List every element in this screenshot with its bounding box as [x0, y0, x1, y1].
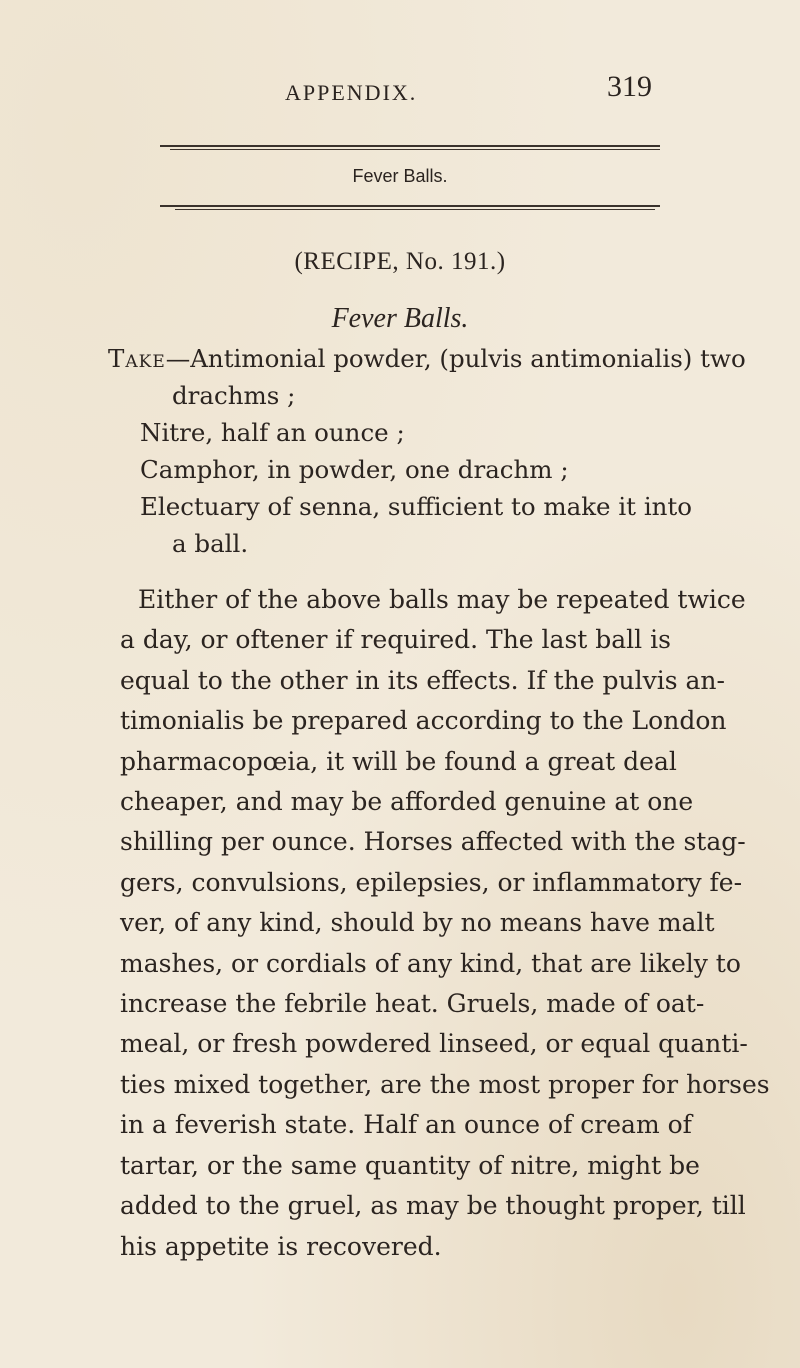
body-line: gers, convulsions, epilepsies, or inflammatory fe-: [120, 867, 743, 897]
ingredient-line: drachms ;: [172, 381, 296, 410]
ingredient-line: Nitre, half an ounce ;: [140, 418, 405, 447]
ingredient-line: a ball.: [172, 529, 249, 558]
body-line: equal to the other in its effects. If the pulvis an-: [120, 665, 725, 695]
header-rule-top: [160, 145, 660, 147]
ingredient-line: [108, 340, 746, 377]
recipe-title: Fever Balls.: [331, 303, 469, 334]
take-word: Take: [108, 344, 166, 373]
body-line: Either of the above balls may be repeated twice: [138, 585, 746, 614]
running-head: APPENDIX.: [285, 80, 418, 105]
body-line: his appetite is recovered.: [120, 1231, 442, 1261]
body-line: cheaper, and may be afforded genuine at one: [120, 787, 694, 817]
body-line: added to the gruel, as may be thought proper, till: [120, 1191, 746, 1221]
body-line: ver, of any kind, should by no means have malt: [120, 908, 715, 938]
body-line: tartar, or the same quantity of nitre, might be: [120, 1150, 700, 1180]
body-line: increase the febrile heat. Gruels, made of oat-: [120, 989, 705, 1019]
body-line: timonialis be prepared according to the London: [120, 706, 727, 736]
body-paragraph: [120, 580, 770, 1267]
body-line: meal, or fresh powdered linseed, or equal quanti-: [120, 1029, 748, 1059]
body-line: shilling per ounce. Horses affected with the stag-: [120, 827, 746, 857]
header-rule-bottom: [160, 205, 660, 207]
ingredient-text: —Antimonial powder, (pulvis antimonialis) two: [165, 344, 746, 373]
section-title: Fever Balls.: [352, 166, 448, 186]
header-rule-top-thin: [170, 149, 660, 150]
ingredient-line: Camphor, in powder, one drachm ;: [140, 455, 569, 484]
body-line: pharmacopœia, it will be found a great deal: [120, 746, 677, 776]
recipe-number: (RECIPE, No. 191.): [294, 248, 506, 275]
body-line: in a feverish state. Half an ounce of cream of: [120, 1110, 692, 1140]
body-line: ties mixed together, are the most proper for horses: [120, 1069, 770, 1099]
page-number: 319: [607, 70, 652, 103]
body-line: mashes, or cordials of any kind, that are likely to: [120, 948, 741, 978]
header-rule-bottom-thin: [175, 209, 655, 210]
body-line: a day, or oftener if required. The last ball is: [120, 625, 671, 655]
ingredient-list: [108, 340, 746, 562]
ingredient-line: Electuary of senna, sufficient to make it into: [140, 492, 693, 521]
